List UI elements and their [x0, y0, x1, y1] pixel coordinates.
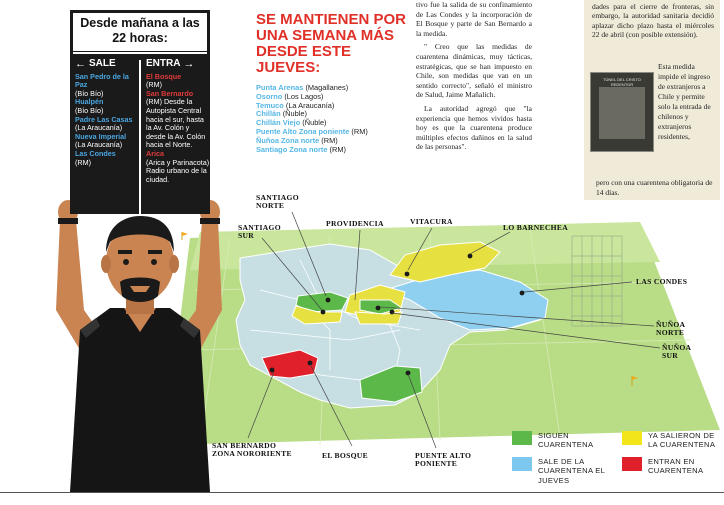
entra-entry: Arica (Arica y Parinacota) Radio urbano de la ciudad. — [146, 148, 210, 184]
sign-heading: Desde mañana a las 22 horas: — [73, 13, 207, 51]
legend-label: SALE DE LA CUARENTENA EL JUEVES — [538, 457, 605, 485]
list-item: Chillán (Ñuble) — [256, 109, 307, 119]
article-paragraph: tivo fue la salida de su confinamiento de Las Condes y la incorporación de El Bosque y parte de San Bernardo a la medida. — [416, 0, 532, 38]
person-illustration — [40, 180, 240, 492]
list-item: Osorno (Los Lagos) — [256, 91, 324, 101]
legend-label: SIGUEN CUARENTENA — [538, 431, 594, 450]
arrow-right-icon: → — [183, 58, 195, 70]
sale-entry: Padre Las Casas (La Araucanía) — [75, 114, 133, 133]
label-puente-alto: PUENTE ALTO PONIENTE — [415, 451, 472, 469]
nunoa-sur-area — [355, 312, 402, 324]
label-nunoa-sur: ÑUÑOA SUR — [662, 343, 691, 361]
mantienen-list — [256, 84, 416, 154]
sale-entry: Las Condes (RM) — [75, 148, 116, 167]
legend-swatch — [622, 431, 642, 445]
list-item: Temuco (La Araucanía) — [256, 100, 335, 110]
entra-label: ENTRA — [146, 58, 181, 69]
label-las-condes: LAS CONDES — [636, 277, 688, 286]
sign-board — [70, 10, 210, 214]
sale-entry: Nueva Imperial (La Araucanía) — [75, 131, 127, 150]
legend-swatch — [622, 457, 642, 471]
list-item: Ñuñoa Zona norte (RM) — [256, 135, 338, 145]
bottom-rule — [0, 492, 724, 493]
label-lo-barnechea: LO BARNECHEA — [503, 223, 568, 232]
article-paragraph: " Creo que las medidas de cuarentena dinámicas, muy tácticas, estratégicas, que se han impuesto en Chile, son medidas que van en un sentido correcto", señaló el ministro de Salud, Jaime Mañalich. — [416, 42, 532, 100]
entra-column — [146, 60, 210, 184]
column-divider — [139, 60, 141, 216]
sale-entry: San Pedro de la Paz (Bío Bío) — [75, 71, 129, 98]
label-nunoa-norte: ÑUÑOA NORTE — [656, 320, 685, 338]
list-item: Chillán Viejo (Ñuble) — [256, 118, 327, 128]
label-san-bernardo: SAN BERNARDO ZONA NORORIENTE — [212, 441, 292, 459]
sale-entry: Hualpén (Bío Bío) — [75, 97, 104, 115]
sale-column — [75, 60, 137, 167]
label-santiago-norte: SANTIAGO NORTE — [256, 193, 299, 211]
label-el-bosque: EL BOSQUE — [322, 451, 368, 460]
tunnel-photo — [590, 72, 654, 152]
sidebar-text-top: dades para el cierre de fronteras, sin embargo, la autoridad sanitaria decidió aplazar dicho plazo hasta el miércoles 22 de abril (con posible extensión). — [592, 2, 714, 40]
article-column — [416, 0, 532, 156]
list-item: Puente Alto Zona poniente (RM) — [256, 126, 368, 136]
legend-swatch — [512, 431, 532, 445]
legend-label: YA SALIERON DE LA CUARENTENA — [648, 431, 716, 450]
sidebar-text-bottom: pero con una cuarentena obligatoria de 14 días. — [596, 178, 713, 197]
label-providencia: PROVIDENCIA — [326, 219, 384, 228]
legend-label: ENTRAN EN CUARENTENA — [648, 457, 704, 476]
list-item: Punta Arenas (Magallanes) — [256, 83, 349, 92]
entra-entry: El Bosque (RM) — [146, 71, 182, 90]
legend-swatch — [512, 457, 532, 471]
arrow-left-icon: ← — [75, 58, 86, 70]
entra-entry: San Bernardo (RM) Desde la Autopista Central hacia el sur, hasta la Av. Colón y desde la Av. Colón hacia el Norte. — [146, 88, 206, 150]
photo-caption: TÚNEL DEL CRISTO REDENTOR — [603, 77, 641, 87]
sign-divider — [73, 52, 207, 54]
label-santiago-sur: SANTIAGO SUR — [238, 223, 281, 241]
sale-label: SALE — [89, 58, 116, 69]
list-item: Santiago Zona norte (RM) — [256, 144, 346, 154]
headline: SE MANTIENEN POR UNA SEMANA MÁS DESDE ESTE JUEVES: — [256, 11, 407, 76]
sidebar-text-right: Esta medida impide el ingreso de extranjeros a Chile y permite solo la entrada de chilenos y extranjeros residentes, — [658, 62, 711, 141]
article-paragraph: La autoridad agregó que "la experiencia que hemos vividos hasta hoy es que la cuarentena produce múltiples efectos dañinos en la salud de las personas". — [416, 103, 532, 152]
label-vitacura: VITACURA — [410, 217, 453, 226]
